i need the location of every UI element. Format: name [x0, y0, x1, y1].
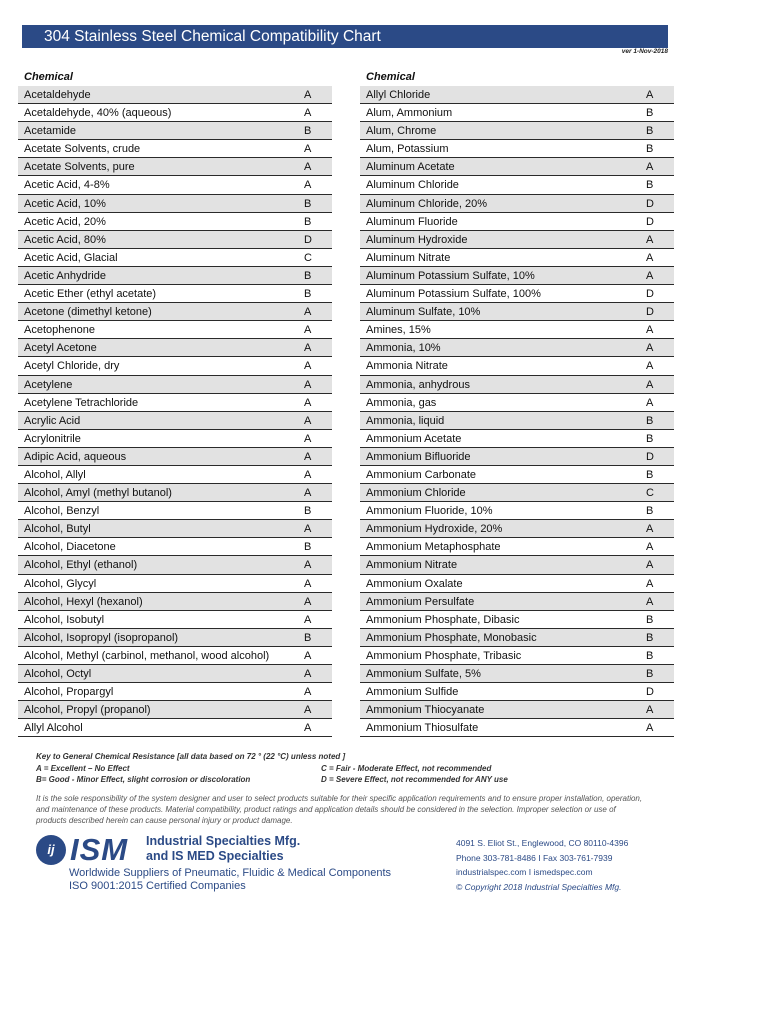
table-row [18, 665, 332, 683]
chemical-name: Ammonium Hydroxide, 20% [366, 523, 503, 536]
chemical-name: Ammonium Acetate [366, 432, 462, 445]
table-row [18, 412, 332, 430]
compatibility-rating: B [646, 668, 654, 680]
compatibility-rating: A [646, 161, 654, 174]
column-header-chemical: Chemical [24, 71, 73, 83]
chemical-name: Acetic Acid, 10% [24, 197, 106, 210]
chemical-name: Alcohol, Amyl (methyl butanol) [24, 487, 172, 500]
compatibility-rating: A [304, 649, 312, 662]
key-a: A = Excellent – No Effect [36, 764, 130, 773]
chemical-name: Ammonium Phosphate, Dibasic [366, 613, 520, 626]
table-row [18, 520, 332, 538]
table-row [18, 575, 332, 593]
table-row [360, 538, 674, 556]
chemical-name: Ammonium Carbonate [366, 468, 477, 481]
compatibility-rating: A [304, 107, 312, 120]
table-row [18, 484, 332, 502]
compatibility-rating: A [646, 541, 654, 554]
compatibility-rating: B [304, 125, 312, 138]
chemical-name: Ammonium Thiosulfate [366, 722, 479, 735]
compatibility-rating: A [646, 89, 654, 101]
logo-mark-icon: ij [36, 835, 66, 865]
chemical-name: Allyl Chloride [366, 89, 431, 101]
compatibility-rating: D [304, 233, 312, 246]
compatibility-rating: A [646, 396, 654, 409]
table-row [18, 448, 332, 466]
table-row [18, 104, 332, 122]
table-row [360, 158, 674, 176]
compatibility-rating: A [304, 179, 312, 192]
rating-key [36, 752, 656, 785]
chemical-name: Acetone (dimethyl ketone) [24, 306, 152, 319]
key-row [36, 774, 656, 785]
table-row [360, 502, 674, 520]
table-row [360, 195, 674, 213]
table-row [360, 321, 674, 339]
table-row [360, 701, 674, 719]
chemical-name: Alcohol, Diacetone [24, 541, 116, 554]
chemical-name: Alcohol, Hexyl (hexanol) [24, 595, 143, 608]
compatibility-rating: A [646, 269, 654, 282]
table-row [18, 430, 332, 448]
chemical-name: Alcohol, Propargyl [24, 686, 114, 699]
compatibility-rating: A [304, 143, 312, 156]
chemical-name: Ammonium Bifluoride [366, 450, 471, 463]
compatibility-rating: B [646, 649, 654, 662]
company-line-2: and IS MED Specialties [146, 849, 284, 863]
chemical-name: Alcohol, Propyl (propanol) [24, 704, 151, 717]
table-row [18, 195, 332, 213]
compatibility-rating: A [304, 577, 312, 590]
table-row [360, 412, 674, 430]
table-row [360, 665, 674, 683]
table-row [18, 466, 332, 484]
chemical-name: Acetic Ether (ethyl acetate) [24, 288, 157, 301]
chemical-name: Acrylic Acid [24, 414, 81, 427]
table-rows-left [18, 86, 332, 737]
chemical-name: Acetyl Chloride, dry [24, 360, 120, 373]
chemical-name: Alcohol, Isopropyl (isopropanol) [24, 631, 179, 644]
chemical-name: Acetate Solvents, crude [24, 143, 141, 156]
chemical-name: Acetyl Acetone [24, 342, 97, 355]
chemical-name: Ammonium Phosphate, Tribasic [366, 649, 522, 662]
table-row [18, 158, 332, 176]
table-row [360, 647, 674, 665]
compatibility-rating: D [646, 197, 654, 210]
table-row [360, 140, 674, 158]
table-row [18, 376, 332, 394]
table-row [360, 104, 674, 122]
chemical-name: Alcohol, Butyl [24, 523, 91, 536]
chemical-name: Acetophenone [24, 324, 95, 337]
table-row [18, 231, 332, 249]
tagline [69, 867, 391, 893]
chemical-name: Ammonia, liquid [366, 414, 445, 427]
table-row [360, 357, 674, 375]
table-row [18, 556, 332, 574]
compatibility-rating: A [304, 523, 312, 536]
chemical-name: Ammonia, gas [366, 396, 437, 409]
chemical-name: Alcohol, Allyl [24, 468, 86, 481]
compatibility-rating: A [304, 559, 312, 572]
table-row [18, 394, 332, 412]
chemical-name: Acetic Acid, 80% [24, 233, 106, 246]
table-row [18, 593, 332, 611]
compatibility-rating: A [646, 595, 654, 608]
compatibility-rating: A [646, 577, 654, 590]
compatibility-rating: B [646, 468, 654, 481]
compatibility-rating: A [304, 613, 312, 626]
table-row [360, 448, 674, 466]
compatibility-rating: B [304, 215, 312, 228]
compatibility-rating: A [304, 161, 312, 174]
table-row [18, 122, 332, 140]
table-row [360, 556, 674, 574]
table-row [360, 593, 674, 611]
compatibility-rating: B [304, 631, 312, 644]
chemical-name: Alcohol, Octyl [24, 668, 92, 680]
chemical-name: Ammonia Nitrate [366, 360, 448, 373]
address-line: 4091 S. Eliot St., Englewood, CO 80110-4396 [456, 838, 629, 848]
table-row [18, 611, 332, 629]
table-row [18, 321, 332, 339]
compatibility-rating: C [646, 487, 654, 500]
chemical-name: Alum, Potassium [366, 143, 449, 156]
compatibility-rating: B [304, 541, 312, 554]
disclaimer-text: It is the sole responsibility of the system designer and user to select products suitable for their specific application requirements and to ensure proper installation, operation, and maintenance of these products. Material compatibility, product ratings and application details should be considered in the selection. Improper selection or use of products described herein can cause personal injury or product damage. [36, 794, 643, 825]
table-row [18, 719, 332, 737]
table-rows-right [360, 86, 674, 737]
compatibility-rating: A [646, 360, 654, 373]
chemical-name: Aluminum Chloride [366, 179, 459, 192]
table-row [18, 357, 332, 375]
compatibility-rating: A [304, 396, 312, 409]
table-row [360, 231, 674, 249]
key-b: B= Good - Minor Effect, slight corrosion or discoloration [36, 775, 251, 784]
chemical-name: Acetic Acid, Glacial [24, 251, 118, 264]
chemical-name: Aluminum Chloride, 20% [366, 197, 488, 210]
chemical-name: Acetaldehyde [24, 89, 91, 101]
compatibility-rating: B [646, 613, 654, 626]
chemical-name: Acetamide [24, 125, 76, 138]
table-row [18, 647, 332, 665]
chemical-name: Aluminum Potassium Sulfate, 10% [366, 269, 535, 282]
table-row [18, 339, 332, 357]
compatibility-rating: B [304, 197, 312, 210]
chemical-name: Acetate Solvents, pure [24, 161, 135, 174]
table-row [18, 303, 332, 321]
company-name [146, 834, 300, 864]
chemical-name: Ammonium Fluoride, 10% [366, 505, 493, 518]
table-row [360, 394, 674, 412]
table-row [360, 683, 674, 701]
chemical-name: Aluminum Nitrate [366, 251, 451, 264]
chemical-name: Aluminum Fluoride [366, 215, 458, 228]
chemical-name: Aluminum Hydroxide [366, 233, 468, 246]
chemical-name: Acetaldehyde, 40% (aqueous) [24, 107, 172, 120]
table-row [360, 285, 674, 303]
table-row [360, 176, 674, 194]
chemical-name: Alcohol, Benzyl [24, 505, 100, 518]
chemical-name: Adipic Acid, aqueous [24, 450, 127, 463]
compatibility-rating: A [304, 686, 312, 699]
compatibility-rating: A [304, 595, 312, 608]
footer [36, 830, 656, 892]
compatibility-rating: A [304, 432, 312, 445]
compatibility-rating: A [646, 251, 654, 264]
table-row [360, 249, 674, 267]
chemical-table-right [360, 69, 674, 737]
chemical-name: Alcohol, Methyl (carbinol, methanol, wood alcohol) [24, 649, 270, 662]
table-row [360, 267, 674, 285]
chemical-name: Ammonium Sulfide [366, 686, 459, 699]
compatibility-rating: D [646, 450, 654, 463]
table-row [360, 86, 674, 104]
chemical-name: Ammonium Nitrate [366, 559, 458, 572]
chemical-name: Ammonium Oxalate [366, 577, 463, 590]
table-row [360, 213, 674, 231]
compatibility-rating: A [646, 233, 654, 246]
table-row [18, 249, 332, 267]
chemical-table-left [18, 69, 332, 737]
table-row [18, 213, 332, 231]
key-d: D = Severe Effect, not recommended for ANY use [321, 775, 508, 784]
compatibility-rating: A [304, 414, 312, 427]
compatibility-rating: B [646, 143, 654, 156]
column-header-chemical: Chemical [366, 71, 415, 83]
copyright-line: © Copyright 2018 Industrial Specialties Mfg. [456, 881, 622, 892]
compatibility-rating: A [646, 324, 654, 337]
compatibility-rating: D [646, 306, 654, 319]
compatibility-rating: A [304, 378, 312, 391]
compatibility-rating: A [304, 89, 312, 101]
chemical-name: Alum, Ammonium [366, 107, 453, 120]
chemical-name: Acetylene Tetrachloride [24, 396, 139, 409]
chemical-name: Alcohol, Isobutyl [24, 613, 105, 626]
chemical-name: Allyl Alcohol [24, 722, 83, 735]
contact-block [456, 836, 628, 894]
table-row [18, 538, 332, 556]
compatibility-rating: A [646, 378, 654, 391]
table-row [360, 611, 674, 629]
table-row [360, 484, 674, 502]
chart-title: 304 Stainless Steel Chemical Compatibility Chart [44, 28, 381, 45]
compatibility-rating: A [304, 468, 312, 481]
compatibility-rating: A [646, 704, 654, 717]
compatibility-rating: A [304, 306, 312, 319]
table-row [360, 466, 674, 484]
compatibility-rating: A [646, 342, 654, 355]
chemical-name: Acetic Anhydride [24, 269, 106, 282]
website-links[interactable]: industrialspec.com I ismedspec.com [456, 867, 593, 877]
certification-text: ISO 9001:2015 Certified Companies [69, 880, 246, 892]
ism-logo [36, 832, 128, 868]
compatibility-rating: B [646, 432, 654, 445]
tagline-text: Worldwide Suppliers of Pneumatic, Fluidic & Medical Components [69, 867, 391, 879]
table-row [18, 140, 332, 158]
table-row [360, 376, 674, 394]
key-c: C = Fair - Moderate Effect, not recommended [321, 764, 492, 773]
compatibility-rating: B [646, 631, 654, 644]
chemical-name: Acrylonitrile [24, 432, 81, 445]
table-row [360, 520, 674, 538]
table-row [360, 339, 674, 357]
chemical-name: Aluminum Acetate [366, 161, 455, 174]
chemical-name: Ammonia, anhydrous [366, 378, 470, 391]
logo-text: ISM [70, 832, 129, 867]
chemical-name: Ammonia, 10% [366, 342, 441, 355]
table-row [360, 629, 674, 647]
compatibility-rating: A [304, 487, 312, 500]
table-row [360, 430, 674, 448]
compatibility-rating: D [646, 686, 654, 699]
compatibility-rating: B [646, 179, 654, 192]
table-row [18, 701, 332, 719]
compatibility-rating: B [646, 107, 654, 120]
compatibility-rating: A [304, 722, 312, 735]
table-row [18, 629, 332, 647]
compatibility-rating: C [304, 251, 312, 264]
table-row [360, 122, 674, 140]
table-row [18, 176, 332, 194]
chemical-name: Ammonium Thiocyanate [366, 704, 485, 717]
phone-line: Phone 303-781-8486 I Fax 303-761-7939 [456, 852, 613, 863]
table-row [18, 683, 332, 701]
chart-title-bar [22, 25, 668, 48]
compatibility-rating: A [646, 523, 654, 536]
table-row [360, 575, 674, 593]
table-row [360, 303, 674, 321]
chemical-name: Alcohol, Ethyl (ethanol) [24, 559, 138, 572]
chemical-name: Ammonium Phosphate, Monobasic [366, 631, 537, 644]
table-row [18, 267, 332, 285]
compatibility-rating: B [646, 505, 654, 518]
chemical-name: Ammonium Persulfate [366, 595, 475, 608]
compatibility-rating: A [304, 450, 312, 463]
chemical-name: Amines, 15% [366, 324, 431, 337]
chemical-name: Acetic Acid, 4-8% [24, 179, 110, 192]
compatibility-rating: A [304, 342, 312, 355]
compatibility-rating: A [646, 559, 654, 572]
compatibility-rating: D [646, 215, 654, 228]
chemical-name: Alum, Chrome [366, 125, 437, 138]
compatibility-rating: A [646, 722, 654, 735]
chemical-name: Ammonium Sulfate, 5% [366, 668, 481, 680]
compatibility-rating: B [646, 414, 654, 427]
chemical-name: Acetylene [24, 378, 73, 391]
compatibility-rating: A [304, 668, 312, 680]
key-row [36, 763, 656, 774]
chemical-name: Acetic Acid, 20% [24, 215, 106, 228]
table-row [18, 502, 332, 520]
chemical-name: Aluminum Potassium Sulfate, 100% [366, 288, 541, 301]
compatibility-rating: D [646, 288, 654, 301]
table-row [360, 719, 674, 737]
version-label: ver 1-Nov-2018 [621, 48, 668, 55]
compatibility-rating: A [304, 360, 312, 373]
compatibility-rating: A [304, 704, 312, 717]
table-row [18, 86, 332, 104]
compatibility-rating: B [304, 505, 312, 518]
chemical-name: Aluminum Sulfate, 10% [366, 306, 481, 319]
key-heading: Key to General Chemical Resistance [all data based on 72 ° (22 °C) unless noted ] [36, 752, 346, 761]
compatibility-rating: B [304, 269, 312, 282]
chemical-name: Ammonium Metaphosphate [366, 541, 501, 554]
compatibility-rating: B [304, 288, 312, 301]
chemical-name: Ammonium Chloride [366, 487, 466, 500]
compatibility-rating: B [646, 125, 654, 138]
chemical-name: Alcohol, Glycyl [24, 577, 97, 590]
compatibility-rating: A [304, 324, 312, 337]
table-row [18, 285, 332, 303]
company-line-1: Industrial Specialties Mfg. [146, 834, 301, 848]
